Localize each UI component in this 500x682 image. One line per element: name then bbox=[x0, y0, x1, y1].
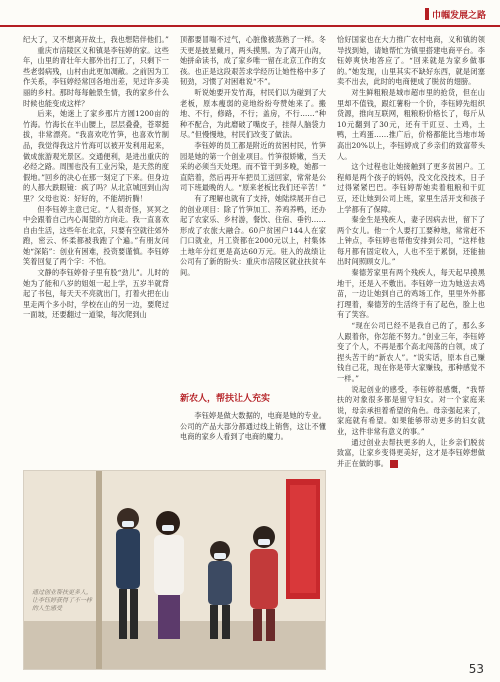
section-header bbox=[425, 6, 486, 22]
column-1 bbox=[23, 35, 169, 415]
paragraph: 李钰婷的员工都是附近的贫困村民，竹笋园是她的第一个创业项目。竹笋很娇嫩，当天采的必须当天处理。而不管干到多晚，她都一直陪着，然后再开车把员工送回家，常常是公司下班最晚的人。“原来老板比我们还辛苦！” bbox=[180, 140, 326, 193]
page-number: 53 bbox=[468, 662, 484, 676]
paragraph: 说起创业的感受，李钰婷很感慨，“我帮扶的对象很多都是留守妇女。对一个家庭来说，母亲承担着希望的角色。母亲强起来了，家庭就有希望。如果能够带动更多的妇女就业，这件非常有意义的事。” bbox=[337, 384, 485, 436]
photo-illustration bbox=[24, 471, 326, 670]
column-3 bbox=[337, 35, 485, 670]
paragraph: 文静的李钰婷骨子里有股“劲儿”。儿时的她为了能和八岁的姐姐一起上学，五岁半就背起了书包，每天天不亮就出门，打着火把在山里走两个多小时，学校在山的另一边，要爬过一面坡，还要翻过一道梁，每次爬到山 bbox=[23, 268, 169, 320]
paragraph: 秦德芳家里有两个残疾人，每天起早摸黑地干，还是入不敷出。李钰婷一边为她送去鸡苗，一边让她到自己的鸡场工作，里里外外都打理着，秦德芳的生活终于有了起色，脸上也有了笑容。 bbox=[337, 268, 485, 320]
paragraph: 对生鲜粗粮是城市超市里的抢货，但在山里却不值钱，跟红薯粉一个价，李钰婷先组织货源，推向互联网，粗粮粉价格长了，每斤从10元翻到了30元，还有干豇豆、土鸡，土鸭，土鸡蛋……推广后，价格都能比当地市场高出20%以上，李钰婷成了乡亲们的致富带头人。 bbox=[337, 87, 485, 161]
column-2 bbox=[180, 35, 326, 375]
column-2-lower bbox=[180, 385, 326, 443]
paragraph: 这个过程也让她接触到了更多贫困户。工程师是两个孩子的妈妈，没文化没技术，日子过得紧紧巴巴。李钰婷帮她卖着粗粮和干豇豆，还让她到公司上班，家里生活开支和孩子上学都有了保障。 bbox=[337, 162, 485, 214]
paragraph: 听说她要开发竹海，村民们以为碰到了大老板，原本瘦弱的竞地纷纷夸赞她来了。搬地、不行，修路，不行；盖房，不行……“种种不配合，为此磨破了嘴皮子，挂得人脑袋力尽。”但慢慢地，村民们改变了做法。 bbox=[180, 87, 326, 140]
paragraph: 有了理解也就有了支持，她陆续展开自己的创业项目：除了竹笋加工、养鸡养鸭，还办起了农家乐、乡村游，餐饮、住宿、垂钓……形成了农旅大融合。60户贫困户144人在家门口就业，月工资都在2000元以上，村集体土地年分红更是高达60万元。驻入的战绩让公司有了新的盼头：重庆市涪陵区就业扶贫车间。 bbox=[180, 193, 326, 278]
paragraph: 后来，她迷上了家乡那片方圆1200亩的竹海。竹海长在半山腰上，层层叠叠，苍翠挺拔，非常漂亮。“我喜欢吃竹笋，也喜欢竹制品，我觉得我这片竹海可以被开发利用起来，做成旅游观光景区。交通便利，是进出重庆的必经之路。周围也没有工业污染，是天然的度假地。”回乡的决心在那一刻定了下来。但身边的人都大跌眼镜：疯了吗？从北京城回到山沟里？父母也说：好好的，不能胡折腾！ bbox=[23, 109, 169, 203]
paragraph: 秦金生是残疾人，妻子因病去世，留下了两个女儿。他一个人要打工要种地，常常赶不上钟点，李钰婷也帮他安排到公司，“这样他每月都有固定收入，人也不至于累倒，还能抽出时间照顾女儿。” bbox=[337, 215, 485, 267]
paragraph: 但李钰婷主意已定。“人很奇怪，冥冥之中会跟着自己内心渴望的方向走。我一直喜欢自由生活，这些年在北京，只要有空就往郊外跑，密云、怀柔都被我跑了个遍。”有朋友问她“深陷”：创业有困难，投资要谨慎。李钰婷笑着回复了两个字：不怕。 bbox=[23, 204, 169, 267]
paragraph: 李钰婷是做大数据的，电商是她的专业。公司的产品大部分都通过线上销售，这让不懂电商的家乡人看到了电商的魔力。 bbox=[180, 411, 326, 442]
header-rule bbox=[0, 25, 500, 27]
paragraph: 重庆市涪陵区义和镇是李钰婷的家。这些年，山里的青壮年大都外出打工了，只剩下一些老弱病残，山村由此更加凋敝。之前因为工作关系，李钰婷经常回各地出差，见过许多美丽的乡村。那时每每触景生情，我的家乡什么时候也能变成这样？ bbox=[23, 45, 169, 108]
end-mark-icon bbox=[390, 460, 398, 468]
paragraph-text: 通过创业去帮扶更多的人，让乡亲们脱贫致富，让家乡变得更美好，这才是李钰婷想做并正在做的事。 bbox=[337, 437, 485, 468]
paragraph bbox=[337, 438, 485, 470]
section-title: 巾帼发展之路 bbox=[431, 10, 486, 21]
subheading: 新农人，帮扶让人充实 bbox=[180, 394, 271, 404]
paragraph: “现在公司已经不是我自己的了，那么多人跟着你，你怎能不努力。”创业三年，李钰婷变了个人，不再是那个高北闯荡的白领，成了捏头苦干的“新农人”。“说实话，原本自己赚钱自己花，现在你是带大家赚钱，那种感觉不一样。” bbox=[337, 321, 485, 383]
paragraph: 恰好国家也在大力推广农村电商，义和镇的领导找到她，请她帮忙为镇里搭建电商平台。李钰婷爽快地答应了。“回来就是为家乡做事的。”她发现，山里其实不缺好东西，就是闭塞卖不出去，此时的电商便成了脱贫的翅膀。 bbox=[337, 35, 485, 87]
family-photo bbox=[23, 470, 326, 670]
photo-caption: 通过创业帮扶更多人，让李钰婷获得了不一样的人生感受 bbox=[32, 589, 93, 612]
paragraph: 纪大了，又不想离开故土，我也想陪伴他们。” bbox=[23, 35, 169, 44]
section-marker-icon bbox=[425, 8, 429, 20]
paragraph: 顶都要冒喘不过气，心脏像被蒸熟了一样。冬天更是披星戴月，两头摸黑。为了离开山沟，她拼命读书，成了家乡唯一留在北京工作的女孩。也正是这段艰苦求学经历让她性格中多了韧劲，习惯了对困难说“不”。 bbox=[180, 35, 326, 87]
